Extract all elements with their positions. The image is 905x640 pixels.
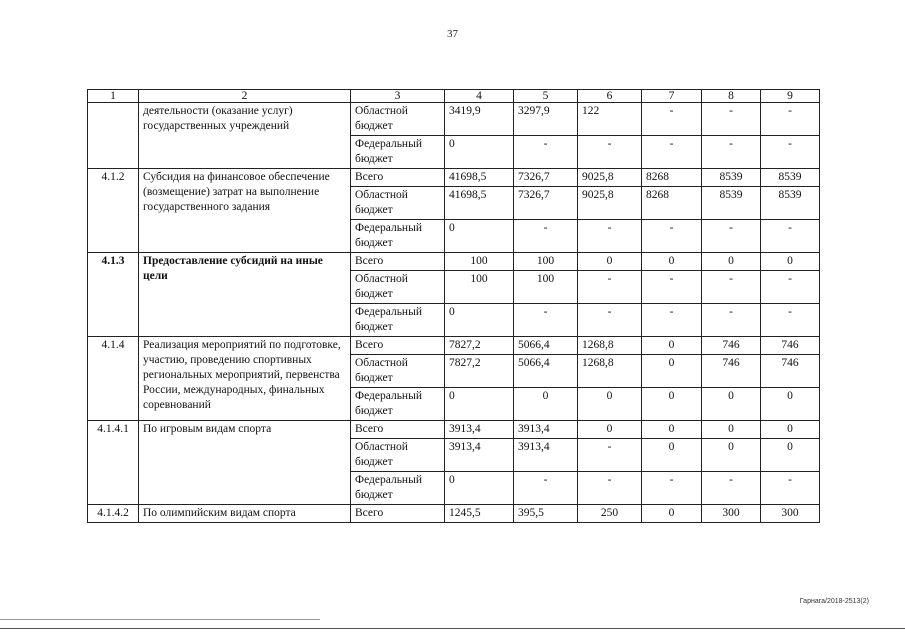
table-row [88, 169, 820, 187]
value-cell: 100 [514, 271, 578, 304]
value-cell: 3419,9 [445, 103, 514, 136]
value-cell: - [702, 472, 761, 505]
value-cell: 0 [642, 388, 702, 421]
funding-source: Всего [351, 169, 445, 187]
column-header: 3 [351, 90, 445, 103]
value-cell: 1245,5 [445, 505, 514, 523]
value-cell: - [578, 220, 642, 253]
value-cell: 1268,8 [578, 355, 642, 388]
value-cell: 9025,8 [578, 187, 642, 220]
value-cell: - [761, 220, 820, 253]
value-cell: - [761, 103, 820, 136]
value-cell: 0 [445, 136, 514, 169]
funding-source: Федеральный бюджет [351, 304, 445, 337]
funding-source: Федеральный бюджет [351, 388, 445, 421]
value-cell: 746 [702, 355, 761, 388]
value-cell: 8268 [642, 169, 702, 187]
value-cell: - [761, 304, 820, 337]
column-header: 2 [139, 90, 351, 103]
value-cell: - [642, 136, 702, 169]
value-cell: - [702, 220, 761, 253]
row-description: Реализация мероприятий по подготовке, участию, проведению спортивных региональных мероприятий, первенства России, международных, финальных соревнований [139, 337, 351, 421]
value-cell: 300 [702, 505, 761, 523]
row-code: 4.1.4.2 [88, 505, 139, 523]
value-cell: - [642, 103, 702, 136]
value-cell: - [642, 472, 702, 505]
value-cell: 0 [642, 439, 702, 472]
value-cell: 3913,4 [514, 439, 578, 472]
value-cell: - [702, 271, 761, 304]
document-code: Гарнага/2018-2513(2) [799, 598, 869, 605]
value-cell: 0 [514, 388, 578, 421]
value-cell: 8539 [761, 169, 820, 187]
column-header: 1 [88, 90, 139, 103]
value-cell: 0 [578, 421, 642, 439]
value-cell: 0 [702, 421, 761, 439]
row-description: По олимпийским видам спорта [139, 505, 351, 523]
budget-table [87, 89, 820, 523]
value-cell: 0 [702, 253, 761, 271]
value-cell: - [761, 136, 820, 169]
value-cell: - [514, 304, 578, 337]
row-code: 4.1.3 [88, 253, 139, 337]
value-cell: 1268,8 [578, 337, 642, 355]
value-cell: 250 [578, 505, 642, 523]
funding-source: Всего [351, 421, 445, 439]
value-cell: 41698,5 [445, 169, 514, 187]
value-cell: 7326,7 [514, 169, 578, 187]
value-cell: 0 [578, 388, 642, 421]
table-row [88, 505, 820, 523]
value-cell: - [578, 472, 642, 505]
value-cell: 9025,8 [578, 169, 642, 187]
row-code: 4.1.4 [88, 337, 139, 421]
value-cell: 100 [514, 253, 578, 271]
funding-source: Федеральный бюджет [351, 220, 445, 253]
funding-source: Федеральный бюджет [351, 136, 445, 169]
value-cell: 5066,4 [514, 355, 578, 388]
value-cell: 0 [761, 421, 820, 439]
value-cell: 0 [445, 304, 514, 337]
value-cell: 746 [702, 337, 761, 355]
value-cell: 0 [578, 253, 642, 271]
value-cell: 0 [445, 388, 514, 421]
funding-source: Всего [351, 337, 445, 355]
value-cell: 8268 [642, 187, 702, 220]
value-cell: 0 [642, 337, 702, 355]
value-cell: - [642, 304, 702, 337]
value-cell: 8539 [702, 169, 761, 187]
value-cell: 0 [642, 253, 702, 271]
value-cell: 7326,7 [514, 187, 578, 220]
column-header: 9 [761, 90, 820, 103]
table-row [88, 103, 820, 136]
value-cell: 0 [761, 253, 820, 271]
value-cell: 100 [445, 253, 514, 271]
row-description: Предоставление субсидий на иные цели [139, 253, 351, 337]
column-header: 8 [702, 90, 761, 103]
table-row [88, 337, 820, 355]
table-header-row [88, 90, 820, 103]
column-header: 4 [445, 90, 514, 103]
value-cell: 0 [642, 355, 702, 388]
value-cell: 8539 [761, 187, 820, 220]
value-cell: 100 [445, 271, 514, 304]
value-cell: 3913,4 [445, 439, 514, 472]
value-cell: 300 [761, 505, 820, 523]
value-cell: - [578, 439, 642, 472]
value-cell: 746 [761, 355, 820, 388]
value-cell: 746 [761, 337, 820, 355]
value-cell: - [514, 136, 578, 169]
value-cell: - [578, 271, 642, 304]
column-header: 5 [514, 90, 578, 103]
value-cell: 7827,2 [445, 337, 514, 355]
value-cell: 395,5 [514, 505, 578, 523]
value-cell: - [578, 136, 642, 169]
value-cell: 0 [761, 439, 820, 472]
row-description: Субсидия на финансовое обеспечение (возмещение) затрат на выполнение государственного задания [139, 169, 351, 253]
funding-source: Областной бюджет [351, 103, 445, 136]
value-cell: 41698,5 [445, 187, 514, 220]
value-cell: 0 [642, 421, 702, 439]
funding-source: Областной бюджет [351, 439, 445, 472]
value-cell: - [761, 472, 820, 505]
value-cell: - [761, 271, 820, 304]
table-row [88, 421, 820, 439]
value-cell: 0 [445, 220, 514, 253]
column-header: 7 [642, 90, 702, 103]
value-cell: - [578, 304, 642, 337]
value-cell: 0 [761, 388, 820, 421]
row-description: деятельности (оказание услуг) государственных учреждений [139, 103, 351, 169]
value-cell: - [642, 220, 702, 253]
funding-source: Областной бюджет [351, 355, 445, 388]
value-cell: 0 [642, 505, 702, 523]
value-cell: 0 [445, 472, 514, 505]
value-cell: 7827,2 [445, 355, 514, 388]
row-description: По игровым видам спорта [139, 421, 351, 505]
value-cell: 8539 [702, 187, 761, 220]
funding-source: Всего [351, 505, 445, 523]
column-header: 6 [578, 90, 642, 103]
value-cell: - [702, 103, 761, 136]
value-cell: - [642, 271, 702, 304]
row-code: 4.1.4.1 [88, 421, 139, 505]
row-code: 4.1.2 [88, 169, 139, 253]
value-cell: - [702, 136, 761, 169]
value-cell: 5066,4 [514, 337, 578, 355]
row-code [88, 103, 139, 169]
value-cell: - [702, 304, 761, 337]
value-cell: - [514, 220, 578, 253]
value-cell: 3913,4 [514, 421, 578, 439]
page-number: 37 [447, 28, 458, 40]
value-cell: 3297,9 [514, 103, 578, 136]
value-cell: 0 [702, 439, 761, 472]
value-cell: 3913,4 [445, 421, 514, 439]
table-row [88, 253, 820, 271]
funding-source: Областной бюджет [351, 271, 445, 304]
funding-source: Областной бюджет [351, 187, 445, 220]
funding-source: Всего [351, 253, 445, 271]
value-cell: 122 [578, 103, 642, 136]
value-cell: 0 [702, 388, 761, 421]
value-cell: - [514, 472, 578, 505]
scan-edge-line [0, 628, 905, 629]
funding-source: Федеральный бюджет [351, 472, 445, 505]
scan-edge-line [0, 619, 320, 620]
